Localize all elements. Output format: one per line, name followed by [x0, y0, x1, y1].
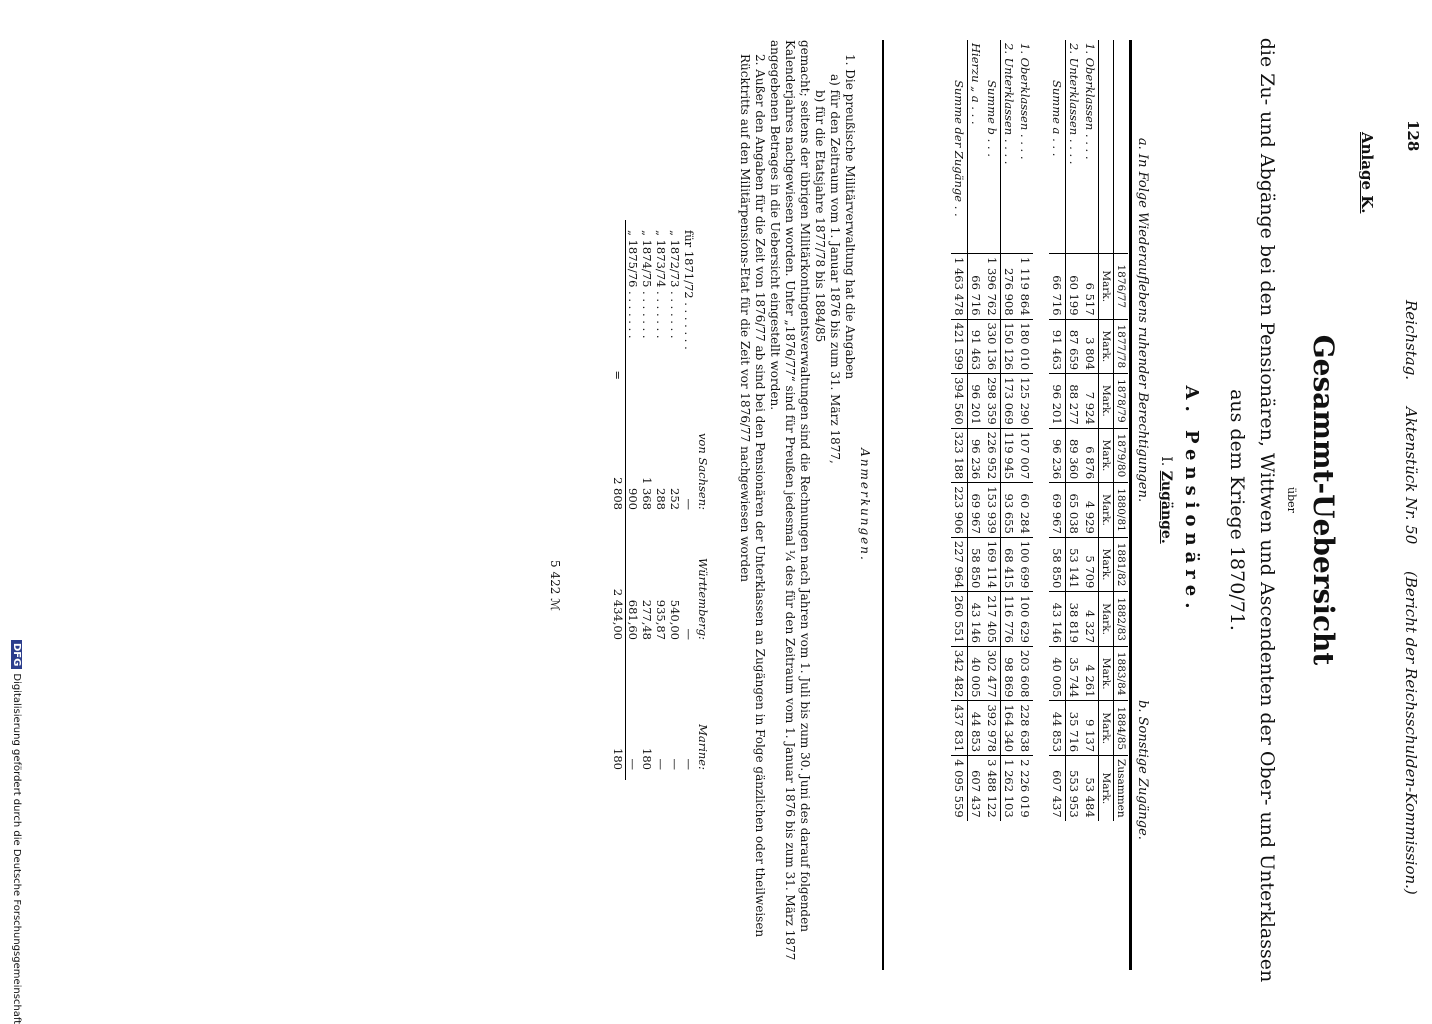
header-year: 1883/84 [1114, 646, 1129, 701]
running-head-bericht: (Bericht der Reichsschulden-Kommission.) [1402, 571, 1420, 895]
value-cell: 276 908 [1001, 254, 1018, 320]
notes-heading: Anmerkungen. [858, 448, 872, 562]
value-cell: 4 327 [1082, 592, 1099, 647]
header-year: 1881/82 [1114, 537, 1129, 592]
title-connector: über [1285, 487, 1298, 513]
value-cell: 217 405 [984, 592, 1001, 647]
unit-cell: Mark. [1099, 254, 1114, 320]
value-cell: 44 853 [1049, 701, 1066, 756]
table-row [951, 40, 968, 821]
header-year: 1876/77 [1114, 254, 1129, 320]
pre-1876-cell: 681,60 [626, 599, 640, 640]
value-cell: 88 277 [1066, 374, 1083, 429]
document-subtitle: die Zu- und Abgänge bei den Pensionären, Wittwen und Ascendenten der Ober- und Unterklassen aus dem Kriege 1870/71. [1226, 37, 1278, 983]
pre-1876-row [626, 220, 641, 780]
table-row [1066, 40, 1083, 821]
value-cell: 116 776 [1001, 592, 1018, 647]
value-cell: 4 095 559 [951, 756, 968, 821]
document-title: Gesammt-Uebersicht [1307, 334, 1340, 666]
header-year: 1879/80 [1114, 428, 1129, 483]
value-cell: 93 655 [1001, 483, 1018, 538]
value-cell: 66 716 [1049, 254, 1066, 320]
pre-1876-cell: 288 [654, 488, 668, 510]
col-marine: Marine: [696, 724, 710, 770]
header-year: 1884/85 [1114, 701, 1129, 756]
value-cell: 96 236 [1049, 428, 1066, 483]
pre-1876-cell: „ 1874/75 . . . . . . . [640, 230, 654, 339]
value-cell: 44 853 [968, 701, 985, 756]
value-cell: 330 136 [984, 319, 1001, 374]
value-cell: 66 716 [968, 254, 985, 320]
pre-1876-header-blank [696, 220, 710, 390]
pre-1876-cell: — [682, 498, 696, 510]
value-cell: 53 141 [1066, 537, 1083, 592]
subsection-a-heading: a. In Folge Wiederauflebens ruhender Berechtigungen. [1135, 137, 1150, 503]
pre-1876-cell: 900 [626, 488, 640, 510]
value-cell: 60 199 [1066, 254, 1083, 320]
unit-cell: Mark. [1099, 537, 1114, 592]
pre-1876-cell: 180 [640, 748, 654, 770]
table-row [968, 40, 985, 821]
note-2: 2. Außer den Angaben für die Zeit von 1876/77 ab sind bei den Pensionären der Unterklassen an Zugängen in Folge gänzlichen oder theilweisen Rücktritts auf den Militärpensions-Etat für die Zeit vor 1876/77 nachgewiesen worden [738, 54, 767, 938]
value-cell: 6 517 [1082, 254, 1099, 320]
value-cell: 96 201 [968, 374, 985, 429]
header-year: 1877/78 [1114, 319, 1129, 374]
value-cell: 553 953 [1066, 756, 1083, 821]
value-cell: 58 850 [968, 537, 985, 592]
value-cell: 68 415 [1001, 537, 1018, 592]
section-i-heading [1158, 0, 1174, 1000]
page-header [1354, 0, 1424, 1000]
unit-cell: Mark. [1099, 592, 1114, 647]
value-cell: 98 869 [1001, 646, 1018, 701]
value-cell: 125 290 [1017, 374, 1033, 429]
pre-1876-cell: „ 1873/74 . . . . . . . [654, 230, 668, 339]
row-spacer [1033, 40, 1041, 821]
header-label [1114, 40, 1129, 254]
notes-section [737, 40, 872, 970]
unit-cell: Mark. [1099, 756, 1114, 821]
grand-total: 5 422 ℳ [548, 560, 562, 611]
unit-cell: Mark. [1099, 374, 1114, 429]
value-cell: 3 804 [1082, 319, 1099, 374]
value-cell: 1 119 864 [1017, 254, 1033, 320]
row-label: Hierzu „ a . . . [969, 43, 983, 125]
value-cell: 5 709 [1082, 537, 1099, 592]
value-cell: 53 484 [1082, 756, 1099, 821]
table-row [1049, 40, 1066, 821]
table-body [951, 40, 1099, 821]
table-header-row [1114, 40, 1129, 821]
pre-1876-cell: „ 1872/73 . . . . . . . [668, 230, 682, 339]
value-cell: 9 137 [1082, 701, 1099, 756]
unit-cell: Mark. [1099, 483, 1114, 538]
pension-table [951, 40, 1128, 821]
header-year: 1878/79 [1114, 374, 1129, 429]
row-label: Summe b . . . [984, 40, 1001, 254]
table-row [1082, 40, 1099, 821]
running-head-aktenstueck: Aktenstück Nr. 50 [1402, 406, 1420, 545]
value-cell: 226 952 [984, 428, 1001, 483]
value-cell: 69 967 [968, 483, 985, 538]
value-cell: 607 437 [1049, 756, 1066, 821]
value-cell: 38 819 [1066, 592, 1083, 647]
value-cell: 421 599 [951, 319, 968, 374]
row-label: Summe a . . . [1049, 40, 1066, 254]
col-sachsen: von Sachsen: [696, 432, 710, 510]
pre-1876-row [654, 220, 668, 780]
pre-1876-cell: — [682, 758, 696, 770]
pre-1876-row [668, 220, 682, 780]
value-cell: 4 261 [1082, 646, 1099, 701]
value-cell: 1 396 762 [984, 254, 1001, 320]
spacer-cell [1033, 40, 1041, 821]
value-cell: 35 716 [1066, 701, 1083, 756]
value-cell: 3 488 122 [984, 756, 1001, 821]
table-row [984, 40, 1001, 821]
subsection-b-heading: b. Sonstige Zugänge. [1135, 700, 1150, 840]
pre-1876-cell: 935,87 [654, 599, 668, 640]
pre-1876-cell: — [682, 628, 696, 640]
value-cell: 107 007 [1017, 428, 1033, 483]
pre-1876-cell: „ 1875/76 . . . . . . . [626, 230, 640, 339]
value-cell: 173 069 [1001, 374, 1018, 429]
value-cell: 65 038 [1066, 483, 1083, 538]
running-head [1402, 300, 1420, 917]
pre-1876-row [682, 220, 696, 780]
table-unit-row [1099, 40, 1114, 821]
value-cell: 298 359 [984, 374, 1001, 429]
value-cell: 4 929 [1082, 483, 1099, 538]
running-head-reichstag: Reichstag. [1402, 300, 1420, 381]
row-label: 1. Oberklassen . . . . [1083, 43, 1097, 160]
value-cell: 6 876 [1082, 428, 1099, 483]
header-year: 1880/81 [1114, 483, 1129, 538]
pre-1876-table [611, 220, 710, 780]
note-1-continued: gemacht; seitens der übrigen Militärkontingentsverwaltungen sind die Rechnungen nach Jahren vom 1. Juli bis zum 30. Juni des darauf folgenden Kalenderjahres nachgewiesen worden. Unter „1876/77“ sind für Preußen jedesmal ¼ des für den Zeitraum vom 1. Januar 1876 bis zum 31. März 1877 angegebenen Betrages in die Uebersicht eingestellt worden. [768, 40, 812, 961]
value-cell: 1 463 478 [951, 254, 968, 320]
value-cell: 223 906 [951, 483, 968, 538]
dfg-logo: DFG [11, 640, 22, 669]
pre-1876-total-cell: 2 808 [611, 390, 626, 520]
pre-1876-total-cell: 180 [611, 650, 626, 780]
pre-1876-total-row [611, 220, 626, 780]
pre-1876-header [696, 220, 710, 780]
value-cell: 302 477 [984, 646, 1001, 701]
value-cell: 164 340 [1001, 701, 1018, 756]
value-cell: 227 964 [951, 537, 968, 592]
value-cell: 43 146 [1049, 592, 1066, 647]
header-total: Zusammen [1114, 756, 1129, 821]
value-cell: 394 560 [951, 374, 968, 429]
table-row [1017, 40, 1033, 821]
note-1b: b) für die Etatsjahre 1877/78 bis 1884/85 [813, 90, 827, 343]
header-year: 1882/83 [1114, 592, 1129, 647]
value-cell: 91 463 [968, 319, 985, 374]
value-cell: 89 360 [1066, 428, 1083, 483]
value-cell: 60 284 [1017, 483, 1033, 538]
spacer-cell [1041, 40, 1049, 821]
pre-1876-cell: — [668, 758, 682, 770]
pre-1876-cell: 540,00 [668, 599, 682, 640]
pre-1876-cell: 1 368 [640, 477, 654, 510]
value-cell: 100 699 [1017, 537, 1033, 592]
value-cell: 69 967 [1049, 483, 1066, 538]
row-label: Summe der Zugänge . . [951, 40, 968, 254]
value-cell: 607 437 [968, 756, 985, 821]
row-spacer [1041, 40, 1049, 821]
value-cell: 153 939 [984, 483, 1001, 538]
funding-acknowledgement [11, 640, 22, 1024]
value-cell: 169 114 [984, 537, 1001, 592]
note-1: 1. Die preußische Militärverwaltung hat die Angaben [843, 54, 857, 380]
value-cell: 1 262 103 [1001, 756, 1018, 821]
funding-text: Digitalisierung gefördert durch die Deutsche Forschungsgemeinschaft [11, 673, 22, 1024]
pre-1876-total-cell: 2 434,00 [611, 520, 626, 650]
pre-1876-cell: — [626, 758, 640, 770]
pre-1876-total-cell: = [611, 220, 626, 390]
value-cell: 40 005 [968, 646, 985, 701]
value-cell: 40 005 [1049, 646, 1066, 701]
section-i-number: I. [1158, 456, 1174, 467]
value-cell: 180 010 [1017, 319, 1033, 374]
row-label: 1. Oberklassen . . . . [1018, 43, 1032, 160]
pre-1876-cell: für 1871/72 . . . . . . . [682, 230, 696, 350]
section-i-title: Zugänge. [1158, 470, 1174, 544]
unit-label-empty [1099, 40, 1114, 254]
value-cell: 96 236 [968, 428, 985, 483]
col-wuerttemberg: Württemberg: [696, 557, 710, 640]
value-cell: 35 744 [1066, 646, 1083, 701]
section-a-heading: A. Pensionäre. [1181, 385, 1202, 615]
value-cell: 2 226 019 [1017, 756, 1033, 821]
pre-1876-body [611, 220, 696, 780]
value-cell: 342 482 [951, 646, 968, 701]
pre-1876-row [640, 220, 654, 780]
value-cell: 58 850 [1049, 537, 1066, 592]
table-row [1001, 40, 1018, 821]
pre-1876-cell: 252 [668, 488, 682, 510]
row-label: 2. Unterklassen . . . . [1002, 43, 1016, 165]
pre-1876-cell: — [654, 758, 668, 770]
value-cell: 150 126 [1001, 319, 1018, 374]
value-cell: 7 924 [1082, 374, 1099, 429]
value-cell: 87 659 [1066, 319, 1083, 374]
value-cell: 228 638 [1017, 701, 1033, 756]
value-cell: 203 608 [1017, 646, 1033, 701]
value-cell: 119 945 [1001, 428, 1018, 483]
page-number: 128 [1404, 120, 1422, 152]
value-cell: 100 629 [1017, 592, 1033, 647]
value-cell: 323 188 [951, 428, 968, 483]
table-bottom-rule [880, 40, 884, 970]
value-cell: 96 201 [1049, 374, 1066, 429]
unit-cell: Mark. [1099, 646, 1114, 701]
unit-cell: Mark. [1099, 319, 1114, 374]
value-cell: 260 551 [951, 592, 968, 647]
pre-1876-cell: 277,48 [640, 599, 654, 640]
anlage-label: Anlage K. [1358, 132, 1376, 214]
value-cell: 392 978 [984, 701, 1001, 756]
value-cell: 91 463 [1049, 319, 1066, 374]
value-cell: 43 146 [968, 592, 985, 647]
note-1a: a) für den Zeitraum vom 1. Januar 1876 bis zum 31. März 1877, [828, 74, 842, 464]
unit-cell: Mark. [1099, 701, 1114, 756]
unit-cell: Mark. [1099, 428, 1114, 483]
row-label: 2. Unterklassen . . . . [1067, 43, 1081, 165]
value-cell: 437 831 [951, 701, 968, 756]
